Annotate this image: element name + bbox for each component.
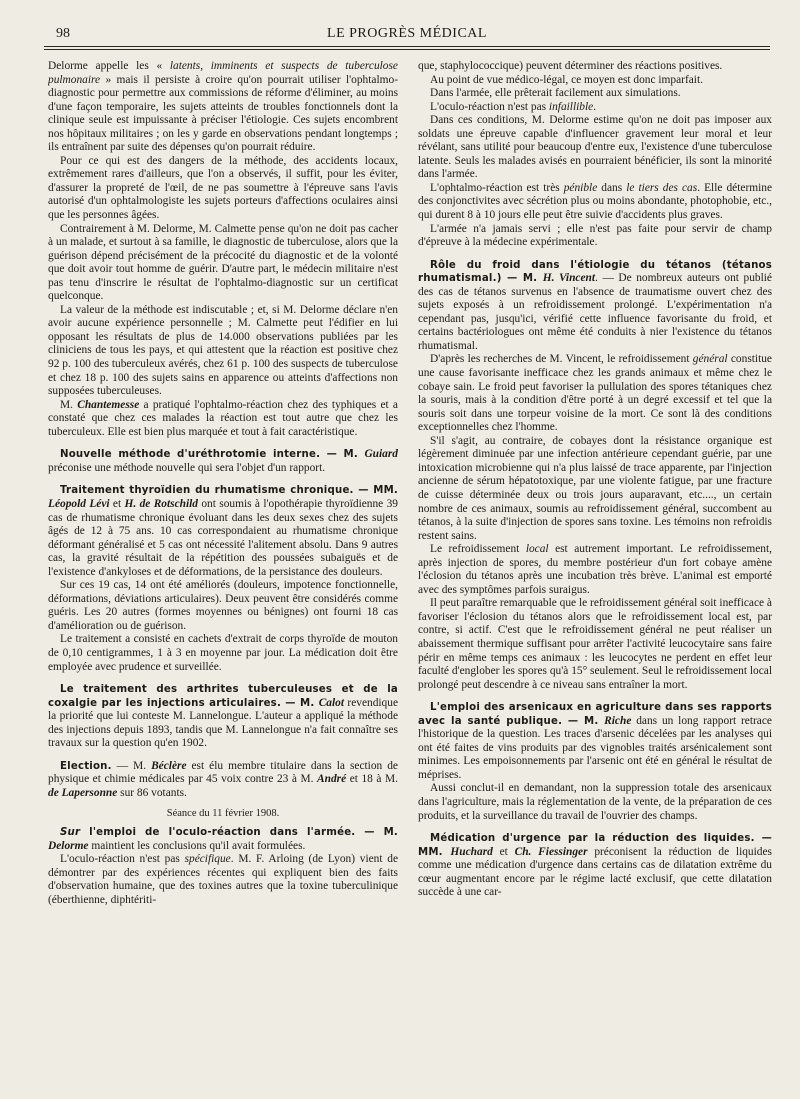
paragraph: L'armée n'a jamais servi ; elle n'est pas faite pour servir de champ d'épreuve à la médecine expérimentale. [418,222,772,249]
seance-date: Séance du 11 février 1908. [166,808,280,820]
section-heading: L'emploi des arsenicaux en agriculture dans ses rapports avec la santé publique. — M. [418,702,772,727]
author-name: Guiard [364,448,398,461]
paragraph: Au point de vue médico-légal, ce moyen est donc imparfait. [430,73,703,86]
header-rule-thin [44,49,770,50]
section-arthrites: Le traitement des arthrites tuberculeuses et de la coxalgie par les injections articulaires. — M. Calot revendique la priorité que lui conteste M. Lannelongue. L'auteur a appliqué la méthode des injections depuis 1893, tandis que M. Lannelongue n'a fait connaître ses travaux sur la question qu'en 1902. [48,684,398,750]
author-name: H. Vincent [542,272,596,285]
paragraph: Sur ces 19 cas, 14 ont été améliorés (douleurs, impotence fonctionnelle, déformations, déviations articulaires). Deux peuvent être considérés comme guéris. Les 20 autres (formes moyennes ou bénignes) ont fourni 18 cas d'amélioration ou de guérison. [48,579,398,632]
page-number: 98 [56,26,70,41]
section-rhumatisme: Traitement thyroïdien du rhumatisme chronique. — MM. Léopold Lévi et H. de Rotschild ont soumis à l'opothérapie thyroïdienne 39 cas de rhumatisme chronique évoluant dans les deux sexes chez des sujets âgés de 12 à 75 ans. 10 cas correspondaient au rhumatisme chronique déformant généralisé et 5 cas ont nécessité l'alitement absolu. Dans 9 autres cas, la gravité résultait de la répétition des poussées subaiguës et de l'existence d'ankyloses et de déformations, de la persistance des douleurs. [48,485,398,578]
paragraph: Dans l'armée, elle prêterait facilement aux simulations. [430,87,681,100]
section-heading: Traitement thyroïdien du rhumatisme chronique. — MM. [60,485,398,497]
paragraph: que, staphylococcique) peuvent déterminer des réactions positives. [418,60,723,72]
right-column [418,60,772,1090]
paragraph: Dans ces conditions, M. Delorme estime qu'on ne doit pas imposer aux soldats une épreuve capable d'influencer gravement leur moral et leur révélant, sans utilité pour beaucoup d'entre eux, l'existence d'une tuberculose latente. Seuls les malades avisés en pourraient bénéficier, ils sont la minorité dans l'armée. [418,114,772,181]
section-heading: Médication d'urgence par la réduction des liquides. — MM. [418,833,772,858]
paragraph: Aussi conclut-il en demandant, non la suppression totale des arsenicaux dans l'agriculture, mais la réglementation de la vente, de la préparation de ces produits, et la surveillance du travail de l'ouvrier des champs. [418,782,772,822]
paragraph: Il peut paraître remarquable que le refroidissement général soit inefficace à favoriser l'éclosion du tétanos alors que le refroidissement local est, par contre, si actif. C'est que le refroidissement général ne peut réaliser un abaissement thermique suffisant pour arrêter l'activité leucocytaire sans faire périr en même temps ces animaux : les leucocytes ne perdent en effet leur faculté d'englober les spores qu'à 15° seulement. Seul le refroidissement local prolongé peut descendre à ce niveau sans entraîner la mort. [418,597,772,691]
header-rule [44,46,770,47]
section-heading: l'emploi de l'oculo-réaction dans l'armée. — M. [80,826,398,838]
section-medication: Médication d'urgence par la réduction des liquides. — MM. Huchard et Ch. Fiessinger préconisent la réduction de liquides comme une médication d'urgence dans certains cas de dilatation extrême du cœur augmentant encore par le régime lacté exclusif, que cette dilatation succède à une car- [418,833,772,899]
paragraph: Le traitement a consisté en cachets d'extrait de corps thyroïde de mouton de 0,10 centigrammes, 1 à 3 en moyenne par jour. La médication doit être employée avec prudence et surveillée. [48,633,398,673]
section-tetanos: Rôle du froid dans l'étiologie du tétanos (tétanos rhumatismal.) — M. H. Vincent. — De nombreux auteurs ont publié des cas de tétanos survenus en l'absence de traumatisme ouvert chez des sujets exposés à un refroidissement prolongé. L'expérimentation n'a cependant pas, jusqu'ici, vérifié cette influence favorisante du froid, et certains bactériologues ont même été conduits à nier l'existence du tétanos rhumatismal. [418,259,772,352]
section-arsenicaux: L'emploi des arsenicaux en agriculture dans ses rapports avec la santé publique. — M. Riche dans un long rapport retrace l'historique de la question. Les traces d'arsenic décelées par les analyses qui ont été faites de vins produits par des vignobles traités arsénicalement sont minimes. Les empoisonnements par l'arsenic ont été en général le résultat de méprises. [418,702,772,781]
paragraph: D'après les recherches de M. Vincent, le refroidissement général constitue une cause favorisante inefficace chez les grands animaux et même chez le cobaye sain. Le froid peut favoriser la pullulation des spores tétaniques chez la souris, mais à la condition d'être porté à un degré excessif et tel que la souris soit dans une torpeur voisine de la mort. Ce sont là des conditions exceptionnelles chez l'homme. [418,353,772,434]
section-heading: Le traitement des arthrites tuberculeuses et de la coxalgie par les injections articulaires. — M. [48,684,398,709]
journal-title: LE PROGRÈS MÉDICAL [327,26,487,41]
paragraph: Le refroidissement local est autrement important. Le refroidissement, après injection de spores, du membre postérieur d'un fort cobaye amène l'éclosion du tétanos après une incubation très brève. L'animal est emporté avec des symptômes parfois suraigus. [418,543,772,596]
paragraph: L'ophtalmo-réaction est très pénible dans le tiers des cas. Elle détermine des conjonctivites avec sécrétion plus ou moins abondante, photophobie, etc., qui durent 8 à 10 jours elle peut être suivie d'accidents plus graves. [418,181,772,222]
section-uretrotomie: Nouvelle méthode d'uréthrotomie interne. — M. Guiard préconise une méthode nouvelle qui sera l'objet d'un rapport. [48,448,398,474]
paragraph: S'il s'agit, au contraire, de cobayes dont la résistance organique est légèrement diminuée par une infection antérieure cependant guérie, par une intoxication microbienne qui n'a plus laissé de trace apparente, par l'injection ancienne de sérum hépatotoxique, par une violente fatigue, par une fracture de cuisse déterminée deux ou trois jours auparavant, etc...., un certain nombre de ces animaux, soumis au refroidissement général, succombent au tétanos, à la suite d'injection de spores sans toxine. Les témoins non refroidis restent sains. [418,434,772,542]
left-column [48,60,398,1090]
author-name: Riche [604,714,632,727]
section-election: Election. — M. Béclère est élu membre titulaire dans la section de physique et chimie médicales par 45 voix contre 23 à M. André et 18 à M. de Lapersonne sur 86 votants. [48,759,398,799]
paragraph: Delorme appelle les « latents, imminents et suspects de tuberculose pulmonaire » mais il persiste à croire qu'on pourrait utiliser l'ophtalmo-diagnostic pour permettre aux commissions de réforme d'éliminer, au moins d'une façon temporaire, les sujets atteints de troubles fonctionnels dont la clinique seule est impuissante à préciser l'étiologie. Ces sujets encombrent nos hôpitaux militaires ; on les y garde en observations pendant longtemps ; ils entraînent par suite des dépenses qu'on pourrait réduire. [48,60,398,154]
section-heading: Election. [60,760,112,772]
section-heading: Nouvelle méthode d'uréthrotomie interne. — M. [60,449,365,461]
paragraph: L'oculo-réaction n'est pas infaillible. [430,100,597,113]
author-name: Calot [318,696,345,709]
paragraph: L'oculo-réaction n'est pas spécifique. M. F. Arloing (de Lyon) vient de démontrer par des expériences récentes qui expliquent bien des faits d'observation humaine, que des toxines autres que la toxine tuberculinique (éberthienne, diphtériti- [48,853,398,906]
section-heading: Rôle du froid dans l'étiologie du tétanos (tétanos rhumatismal.) — M. [418,259,772,285]
paragraph: Pour ce qui est des dangers de la méthode, des accidents locaux, extrêmement rares d'ailleurs, que l'on a observés, il suffit, pour les éviter, d'assurer la propreté de l'œil, de ne pas soumettre à l'épreuve sans l'avis autorisé d'un ophtalmologiste les sujets porteurs d'affections oculaires ainsi que les personnes âgées. [48,154,398,222]
paragraph: M. Chantemesse a pratiqué l'ophtalmo-réaction chez des typhiques et a constaté que chez ces malades la réaction est tout autre que chez les tuberculeux. Elle est bien plus marquée et tout à fait caractéristique. [48,398,398,438]
page-header [44,24,770,46]
author-name: Chantemesse [77,398,140,411]
paragraph: La valeur de la méthode est indiscutable ; et, si M. Delorme déclare n'en avoir aucune expérience personnelle ; M. Calmette peut l'édifier en lui opposant les résultats de plus de 14.000 observations publiées par les cliniciens de tous les pays, et qui attestent que la réaction est positive chez 92 p. 100 des tuberculeux avérés, chez 61 p. 100 des suspects de tuberculose et chez 18 p. 100 des sujets sains en apparence ou atteints d'affections non supposées tuberculeuses. [48,303,398,398]
section-oculo-reaction: Sur l'emploi de l'oculo-réaction dans l'armée. — M. Delorme maintient les conclusions qu'il avait formulées. [48,826,398,852]
paragraph: Contrairement à M. Delorme, M. Calmette pense qu'on ne doit pas cacher à un malade, et surtout à sa famille, le diagnostic de tuberculose, alors que la guérison dépend précisément de la précocité du diagnostic et de la volonté que doit avoir tout homme de guérir. D'autre part, le médecin militaire n'est pas tenu d'inscrire le résultat de l'ophtalmo-diagnostic sur un certificat quelconque. [48,222,398,303]
